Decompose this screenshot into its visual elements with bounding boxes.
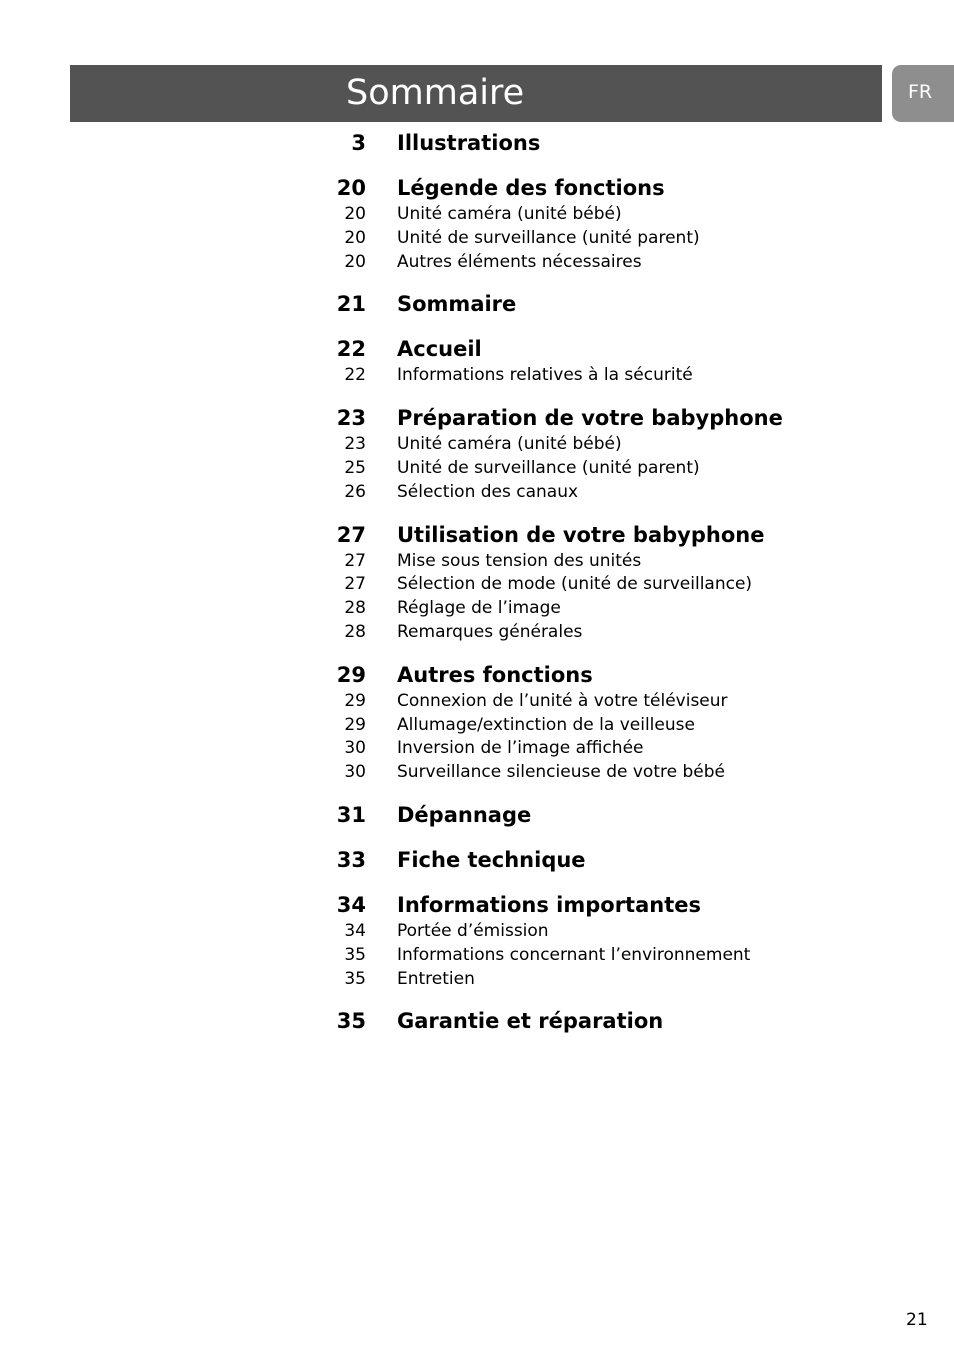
toc-section [320,129,940,158]
toc-subentry-title: Surveillance silencieuse de votre bébé [397,762,725,783]
toc-entry-page: 27 [336,522,366,547]
toc-entry-title: Informations importantes [397,892,701,917]
toc-entry-page: 33 [336,847,366,872]
toc-entry [320,404,940,433]
toc-subentry [320,203,940,227]
toc-entry [320,174,940,203]
toc-subentry [320,944,940,968]
toc-entry-title: Fiche technique [397,847,586,872]
toc-subentry [320,364,940,388]
toc-subentry-title: Connexion de l’unité à votre téléviseur [397,690,728,711]
toc-entry-title: Garantie et réparation [397,1009,664,1034]
toc-entry-title: Sommaire [397,292,517,317]
toc-subentry-title: Sélection de mode (unité de surveillance) [397,574,753,595]
toc-subentry-title: Informations concernant l’environnement [397,944,751,965]
toc-subentry-page: 27 [344,550,366,571]
page-title: Sommaire [346,73,525,113]
toc-subentry-title: Entretien [397,968,475,989]
toc-section [320,174,940,274]
toc-subentry [320,761,940,785]
toc-entry-page: 29 [336,662,366,687]
toc-entry-title: Légende des fonctions [397,176,665,200]
toc-entry-page: 23 [336,406,366,431]
table-of-contents [320,129,940,1052]
toc-subentry-page: 28 [344,598,366,619]
toc-section [320,801,940,830]
toc-subentry-page: 20 [344,227,366,248]
toc-subentry [320,433,940,457]
toc-subentry-page: 35 [344,968,366,989]
toc-subentry-page: 26 [344,481,366,502]
toc-subentry-title: Sélection des canaux [397,481,579,502]
toc-subentry [320,457,940,481]
toc-subentry-title: Unité de surveillance (unité parent) [397,457,700,478]
toc-section [320,335,940,388]
toc-subentry [320,481,940,505]
toc-entry-title: Dépannage [397,802,532,827]
toc-subentry-page: 34 [344,920,366,941]
toc-entry-page: 35 [336,1009,366,1034]
toc-entry [320,801,940,830]
toc-subentry-page: 28 [344,621,366,642]
toc-subentry-title: Mise sous tension des unités [397,550,642,571]
language-tab [892,65,954,122]
toc-entry [320,891,940,920]
toc-entry-page: 3 [351,131,366,155]
toc-subentry [320,550,940,574]
toc-subentry-page: 20 [344,251,366,272]
toc-subentry-title: Autres éléments nécessaires [397,251,642,272]
toc-subentry-page: 27 [344,574,366,595]
toc-subentry-page: 23 [344,434,366,455]
toc-subentry [320,621,940,645]
header-bar [70,65,882,122]
page-number: 21 [906,1310,928,1330]
language-label: FR [908,81,933,103]
toc-subentry-title: Unité caméra (unité bébé) [397,204,622,224]
toc-subentry [320,597,940,621]
toc-subentry-page: 35 [344,944,366,965]
toc-section [320,891,940,991]
toc-subentry-page: 22 [344,365,366,386]
toc-subentry [320,920,940,944]
toc-subentry-title: Remarques générales [397,621,583,642]
toc-subentry [320,251,940,275]
toc-subentry-page: 20 [344,204,366,224]
toc-subentry-title: Portée d’émission [397,920,549,941]
toc-section [320,290,940,319]
toc-entry-title: Illustrations [397,131,541,155]
toc-entry [320,1007,940,1036]
toc-subentry [320,714,940,738]
toc-subentry-page: 29 [344,714,366,735]
toc-entry-title: Préparation de votre babyphone [397,406,783,431]
toc-entry [320,521,940,550]
toc-entry-title: Accueil [397,337,482,362]
toc-subentry-title: Informations relatives à la sécurité [397,365,693,386]
toc-subentry-title: Allumage/extinction de la veilleuse [397,714,695,735]
toc-entry [320,661,940,690]
toc-entry [320,129,940,158]
toc-subentry-title: Réglage de l’image [397,598,561,619]
toc-subentry [320,573,940,597]
toc-entry [320,335,940,364]
toc-subentry-title: Inversion de l’image affichée [397,738,644,759]
toc-subentry-title: Unité caméra (unité bébé) [397,434,622,455]
toc-entry [320,846,940,875]
toc-entry-title: Autres fonctions [397,662,593,687]
toc-section [320,1007,940,1036]
toc-section [320,521,940,645]
toc-section [320,404,940,504]
toc-subentry-title: Unité de surveillance (unité parent) [397,227,700,248]
toc-subentry-page: 30 [344,738,366,759]
toc-section [320,661,940,785]
toc-subentry-page: 25 [344,457,366,478]
toc-entry-page: 20 [336,176,366,200]
toc-subentry [320,968,940,992]
toc-entry-page: 21 [336,292,366,317]
toc-entry [320,290,940,319]
toc-subentry-page: 29 [344,690,366,711]
toc-entry-title: Utilisation de votre babyphone [397,522,765,547]
toc-subentry [320,737,940,761]
toc-entry-page: 31 [336,802,366,827]
toc-subentry [320,690,940,714]
toc-entry-page: 22 [336,337,366,362]
toc-subentry [320,227,940,251]
toc-subentry-page: 30 [344,762,366,783]
toc-section [320,846,940,875]
toc-entry-page: 34 [336,892,366,917]
